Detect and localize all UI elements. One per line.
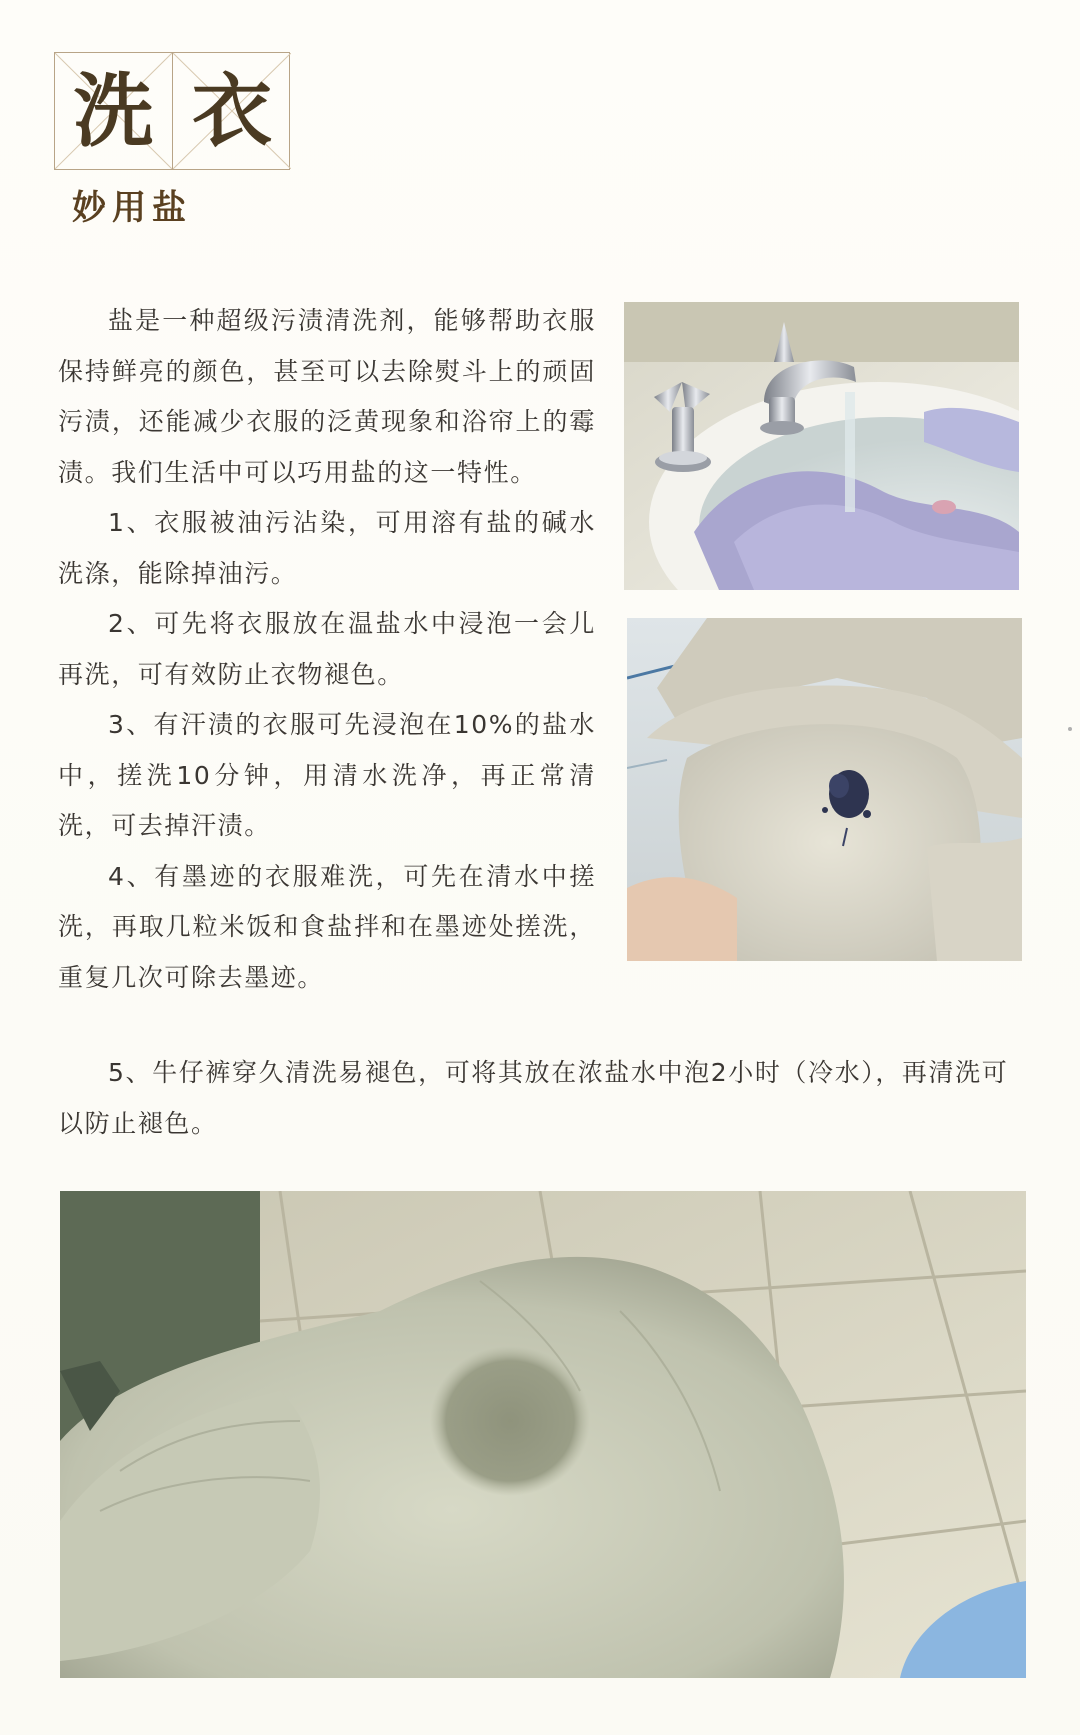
- tip-2: 2、可先将衣服放在温盐水中浸泡一会儿再洗，可有效防止衣物褪色。: [58, 609, 596, 689]
- ink-stain-photo: [627, 618, 1022, 961]
- article-body-full: [58, 1048, 1030, 1149]
- article-body: [58, 296, 596, 1003]
- tip-3: 3、有汗渍的衣服可先浸泡在10%的盐水中，搓洗10分钟，用清水洗净，再正常清洗，可去掉汗渍。: [58, 710, 596, 840]
- title-box: [54, 52, 290, 170]
- intro-paragraph: 盐是一种超级污渍清洗剂，能够帮助衣服保持鲜亮的颜色，甚至可以去除熨斗上的顽固污渍，还能减少衣服的泛黄现象和浴帘上的霉渍。我们生活中可以巧用盐的这一特性。: [58, 306, 596, 487]
- tip-5: 5、牛仔裤穿久清洗易褪色，可将其放在浓盐水中泡2小时（冷水），再清洗可以防止褪色。: [58, 1058, 1009, 1138]
- tip-1: 1、衣服被油污沾染，可用溶有盐的碱水洗涤，能除掉油污。: [58, 508, 596, 588]
- title-cell-1: [55, 53, 173, 169]
- sink-photo: [624, 302, 1019, 590]
- title-cell-2: [173, 53, 291, 169]
- sweat-stain-photo: [60, 1191, 1026, 1678]
- tip-4: 4、有墨迹的衣服难洗，可先在清水中搓洗，再取几粒米饭和食盐拌和在墨迹处搓洗，重复几次可除去墨迹。: [58, 861, 596, 992]
- title-char-1: 洗: [73, 64, 154, 158]
- scan-mark: [1068, 727, 1072, 731]
- subtitle: 妙用盐: [72, 188, 192, 228]
- title-char-2: 衣: [192, 64, 272, 158]
